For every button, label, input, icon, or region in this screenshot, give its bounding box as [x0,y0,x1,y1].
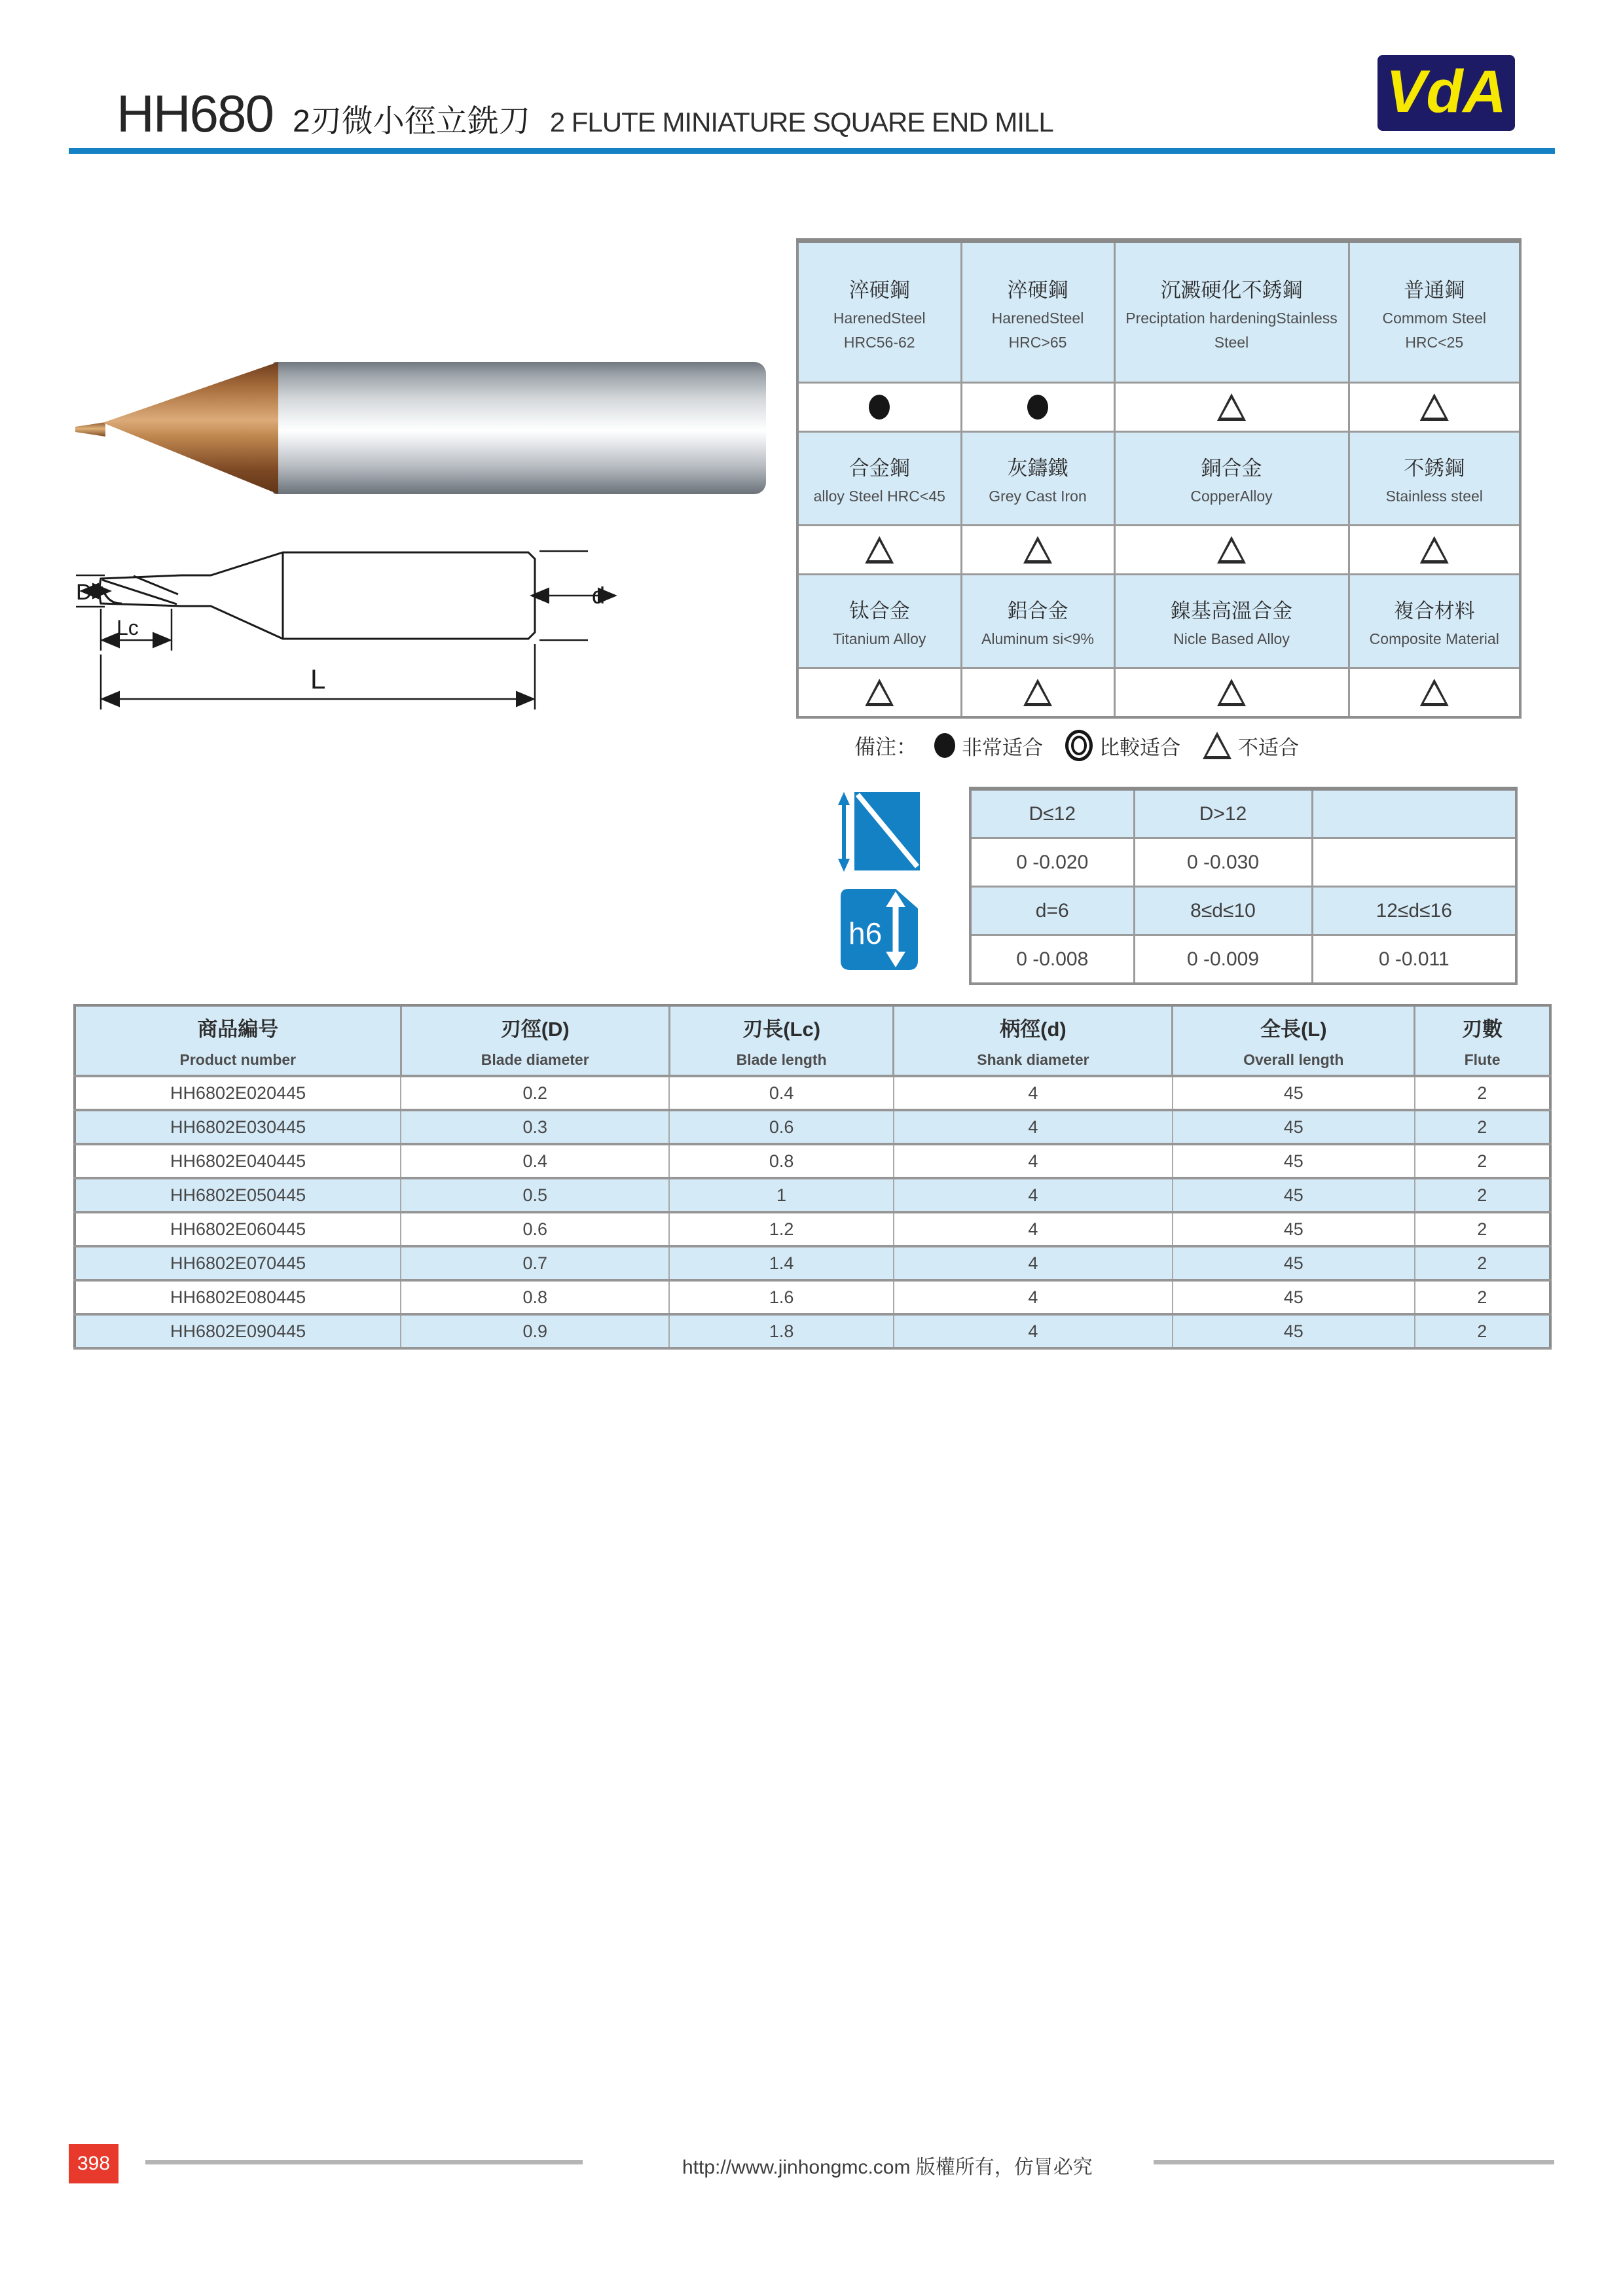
material-name-en: Composite Material [1369,630,1499,647]
product-value-cell: 4 [894,1280,1173,1314]
material-cell [1349,575,1520,668]
rating-triangle-symbol [1420,393,1449,421]
product-value-cell: 2 [1415,1212,1550,1246]
product-value-cell: 4 [894,1110,1173,1144]
rating-triangle-symbol [1420,536,1449,564]
rating-triangle-symbol [865,679,894,706]
product-value-cell: 2 [1415,1280,1550,1314]
column-label-cn: 刃長(Lc) [742,1018,821,1041]
footer-copyright: http://www.jinhongmc.com 版權所有，仿冒必究 [682,2157,1093,2178]
tolerance-row [970,789,1516,838]
material-rating-row [797,526,1520,575]
material-name-en: CopperAlloy [1190,488,1273,505]
material-header-row [797,241,1520,383]
product-table-header [75,1005,1550,1076]
page-title-cn: 2刃微小徑立銑刀 [293,104,530,139]
material-rating-cell [961,526,1114,575]
product-row [75,1280,1550,1314]
tolerance-cell: D>12 [1134,789,1312,838]
material-name-en: Stainless steel [1385,488,1483,505]
footer-divider-right [1154,2160,1554,2164]
tolerance-row [970,838,1516,887]
page-number-badge: 398 [69,2144,119,2183]
product-value-cell: 4 [894,1178,1173,1212]
material-header-row [797,575,1520,668]
material-name-en: Aluminum si<9% [981,630,1094,647]
product-value-cell: 2 [1415,1110,1550,1144]
material-rating-row [797,383,1520,432]
product-value-cell: 0.8 [401,1280,669,1314]
material-cell [1114,241,1349,383]
h6-label: h6 [848,916,883,950]
product-row [75,1212,1550,1246]
legend-label: 不适合 [1238,736,1300,759]
material-rating-cell [797,668,961,718]
material-rating-cell [797,526,961,575]
product-value-cell: 0.3 [401,1110,669,1144]
legend-item [1065,730,1180,761]
tolerance-table [969,787,1518,985]
material-name-cn: 複合材料 [1393,600,1475,622]
tolerance-cell: 0 -0.020 [970,838,1134,887]
product-value-cell: 1.2 [669,1212,894,1246]
rating-triangle-symbol [1217,393,1246,421]
product-number-cell: HH6802E060445 [75,1212,401,1246]
tolerance-row [970,887,1516,935]
material-name-cn: 合金鋼 [848,457,910,480]
product-number-cell: HH6802E070445 [75,1246,401,1280]
product-value-cell: 4 [894,1212,1173,1246]
product-value-cell: 45 [1173,1212,1415,1246]
material-name-cn: 銅合金 [1201,457,1262,480]
product-value-cell: 45 [1173,1144,1415,1178]
end-mill-shank [273,362,766,494]
material-rating-cell [961,668,1114,718]
material-rating-cell [797,383,961,432]
end-mill-cone [103,362,278,494]
tolerance-cell: 0 -0.008 [970,935,1134,984]
product-value-cell: 0.9 [401,1314,669,1348]
product-row [75,1110,1550,1144]
material-cell [797,241,961,383]
rating-triangle-symbol [1023,536,1052,564]
legend-title: 備注： [854,735,918,759]
material-name-en: Preciptation hardeningStainless [1125,309,1338,327]
legend-item [1203,731,1299,761]
tolerance-cell: d=6 [970,887,1134,935]
rating-triangle-symbol [1023,679,1052,706]
footer-divider-left [145,2160,583,2164]
material-name-en: HarenedSteel [833,309,926,327]
product-column-header [1173,1005,1415,1076]
product-number-cell: HH6802E080445 [75,1280,401,1314]
material-name-cn: 沉澱硬化不銹鋼 [1160,278,1303,302]
rating-triangle-symbol [1217,536,1246,564]
material-rating-cell [1114,668,1349,718]
material-rating-cell [1349,526,1520,575]
product-value-cell: 2 [1415,1076,1550,1110]
product-value-cell: 2 [1415,1178,1550,1212]
column-label-cn: 柄徑(d) [1000,1018,1067,1041]
column-label-cn: 刃徑(D) [500,1018,570,1041]
product-value-cell: 2 [1415,1246,1550,1280]
rating-triangle-symbol [1203,732,1231,759]
product-value-cell: 1.6 [669,1280,894,1314]
dimension-diagram [73,541,617,719]
material-detail: HRC<25 [1405,333,1464,351]
column-label-cn: 商品編号 [197,1018,279,1041]
product-value-cell: 0.8 [669,1144,894,1178]
material-name-en: Commom Steel [1382,309,1486,327]
material-rating-cell [1114,526,1349,575]
material-detail: HRC56-62 [843,333,915,351]
product-row [75,1314,1550,1348]
product-value-cell: 0.6 [401,1212,669,1246]
rating-triangle-symbol [1217,679,1246,706]
column-label-en: Shank diameter [977,1051,1089,1068]
material-detail: HRC>65 [1008,333,1067,351]
end-mill-tip [75,422,105,437]
product-row [75,1246,1550,1280]
product-number-cell: HH6802E090445 [75,1314,401,1348]
product-value-cell: 1.8 [669,1314,894,1348]
tolerance-cell: 8≤d≤10 [1134,887,1312,935]
tolerance-cell: 12≤d≤16 [1312,887,1516,935]
column-label-en: Overall length [1243,1051,1344,1068]
material-cell [961,432,1114,526]
product-value-cell: 45 [1173,1076,1415,1110]
product-value-cell: 2 [1415,1314,1550,1348]
product-value-cell: 45 [1173,1110,1415,1144]
tolerance-cell: D≤12 [970,789,1134,838]
end-mill-photo [75,362,766,494]
material-rating-row [797,668,1520,718]
material-cell [1349,432,1520,526]
material-name-cn: 灰鑄鐵 [1007,457,1068,480]
rating-dot-symbol [934,733,955,758]
material-name-cn: 淬硬鋼 [1007,278,1068,302]
column-label-cn: 刃數 [1462,1018,1503,1041]
material-header-row [797,432,1520,526]
material-suitability-table [796,238,1522,719]
product-value-cell: 4 [894,1246,1173,1280]
material-cell [797,432,961,526]
product-value-cell: 45 [1173,1178,1415,1212]
rating-ring-symbol [1065,730,1093,761]
material-cell [1114,432,1349,526]
tolerance-cell: 0 -0.030 [1134,838,1312,887]
material-name-en: HarenedSteel [991,309,1084,327]
product-value-cell: 4 [894,1314,1173,1348]
column-label-cn: 全長(L) [1260,1018,1327,1041]
dimension-D-label: D [76,580,92,605]
tolerance-cell [1312,789,1516,838]
product-value-cell: 0.4 [669,1076,894,1110]
tolerance-cell: 0 -0.011 [1312,935,1516,984]
material-rating-cell [1349,383,1520,432]
legend-label: 非常适合 [962,736,1044,759]
tool-outline [100,552,535,639]
material-cell [1114,575,1349,668]
material-name-cn: 淬硬鋼 [848,278,910,302]
diameter-tolerance-icon [837,792,921,872]
product-value-cell: 4 [894,1076,1173,1110]
model-number: HH680 [117,84,274,143]
product-number-cell: HH6802E030445 [75,1110,401,1144]
material-name-cn: 钛合金 [848,600,910,622]
material-name-cn: 不銹鋼 [1404,457,1465,480]
material-name-cn: 鋁合金 [1007,600,1068,622]
rating-triangle-symbol [1420,679,1449,706]
product-row [75,1076,1550,1110]
material-name-en: Titanium Alloy [833,630,926,647]
tolerance-cell [1312,838,1516,887]
shank-tolerance-h6-icon [839,888,919,971]
legend-items [934,730,1299,761]
material-name-cn: 鎳基高溫合金 [1171,600,1292,622]
material-rating-cell [1349,668,1520,718]
material-detail: Steel [1214,333,1249,351]
rating-legend [854,728,1299,763]
dimension-Lc-label: Lc [117,616,139,639]
column-label-en: Flute [1464,1051,1501,1068]
product-number-cell: HH6802E020445 [75,1076,401,1110]
material-name-en: Nicle Based Alloy [1173,630,1290,647]
legend-label: 比較适合 [1099,736,1181,759]
product-column-header [1415,1005,1550,1076]
product-column-header [75,1005,401,1076]
product-value-cell: 0.7 [401,1246,669,1280]
column-label-en: Product number [179,1051,297,1068]
product-number-cell: HH6802E050445 [75,1178,401,1212]
material-cell [961,241,1114,383]
product-value-cell: 0.2 [401,1076,669,1110]
ring-inner-circle [1071,736,1087,755]
product-column-header [401,1005,669,1076]
material-cell [1349,241,1520,383]
product-value-cell: 1 [669,1178,894,1212]
legend-item [934,731,1043,761]
product-spec-table [73,1004,1552,1350]
dimension-L-label: L [310,664,326,694]
product-value-cell: 0.5 [401,1178,669,1212]
product-row [75,1144,1550,1178]
material-name-en: alloy Steel HRC<45 [813,488,945,505]
product-value-cell: 0.4 [401,1144,669,1178]
product-number-cell: HH6802E040445 [75,1144,401,1178]
product-value-cell: 4 [894,1144,1173,1178]
rating-dot-symbol [1027,395,1048,420]
material-cell [961,575,1114,668]
page-header [117,84,1053,144]
material-rating-cell [1114,383,1349,432]
column-label-en: Blade diameter [481,1051,589,1068]
product-column-header [669,1005,894,1076]
column-label-en: Blade length [736,1051,827,1068]
product-value-cell: 45 [1173,1314,1415,1348]
brand-logo [1377,54,1516,132]
product-column-header [894,1005,1173,1076]
product-value-cell: 0.6 [669,1110,894,1144]
product-value-cell: 45 [1173,1280,1415,1314]
material-rating-cell [961,383,1114,432]
page-title-en: 2 FLUTE MINIATURE SQUARE END MILL [549,107,1053,137]
rating-dot-symbol [869,395,890,420]
rating-triangle-symbol [865,536,894,564]
product-value-cell: 45 [1173,1246,1415,1280]
header-divider [69,148,1555,154]
material-cell [797,575,961,668]
product-value-cell: 2 [1415,1144,1550,1178]
material-name-cn: 普通鋼 [1404,278,1465,302]
tolerance-cell: 0 -0.009 [1134,935,1312,984]
product-value-cell: 1.4 [669,1246,894,1280]
dimension-d-label: d [592,582,606,609]
material-name-en: Grey Cast Iron [989,488,1087,505]
tolerance-row [970,935,1516,984]
product-row [75,1178,1550,1212]
brand-logo-text: VdA [1386,58,1506,125]
